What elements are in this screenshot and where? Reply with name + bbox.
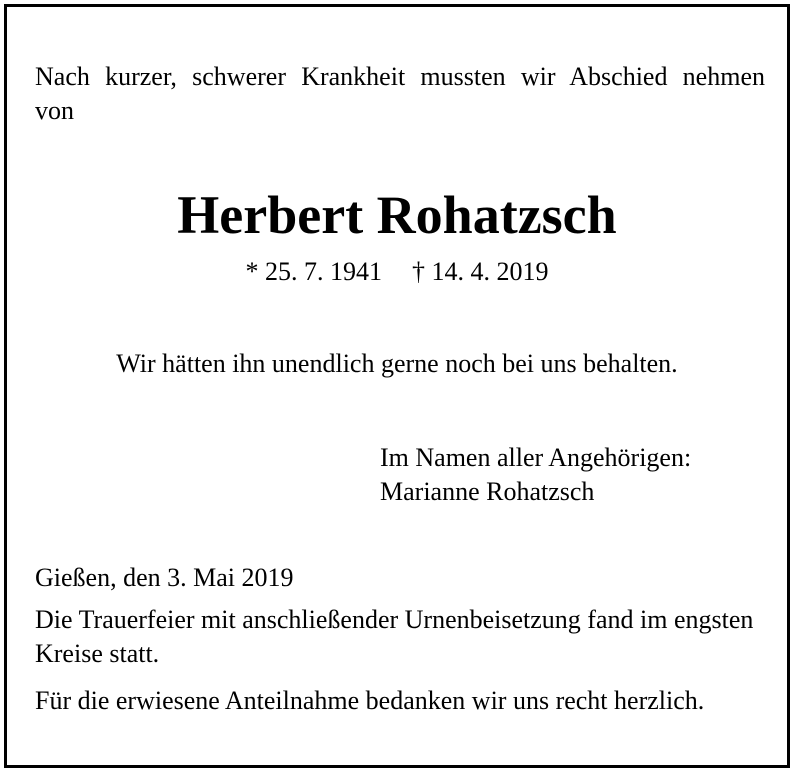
death-date: † 14. 4. 2019 xyxy=(412,257,549,286)
signature-line-1: Im Namen aller Angehörigen: xyxy=(380,443,692,472)
intro-text: Nach kurzer, schwerer Krankheit mussten wir Abschied nehmen von xyxy=(35,62,765,125)
obituary-notice xyxy=(4,4,790,768)
birth-date: * 25. 7. 1941 xyxy=(245,257,382,286)
signature-line-2: Marianne Rohatzsch xyxy=(380,477,595,506)
funeral-info: Die Trauerfeier mit anschließender Urnenbeisetzung fand im engsten Kreise statt. xyxy=(35,605,754,668)
deceased-name: Herbert Rohatzsch xyxy=(177,185,617,245)
signature-block xyxy=(380,441,691,509)
thanks-text: Für die erwiesene Anteilnahme bedanken wir uns recht herzlich. xyxy=(35,686,705,715)
memorial-quote: Wir hätten ihn unendlich gerne noch bei uns behalten. xyxy=(116,349,678,378)
place-date: Gießen, den 3. Mai 2019 xyxy=(35,563,294,592)
life-dates xyxy=(7,255,787,289)
